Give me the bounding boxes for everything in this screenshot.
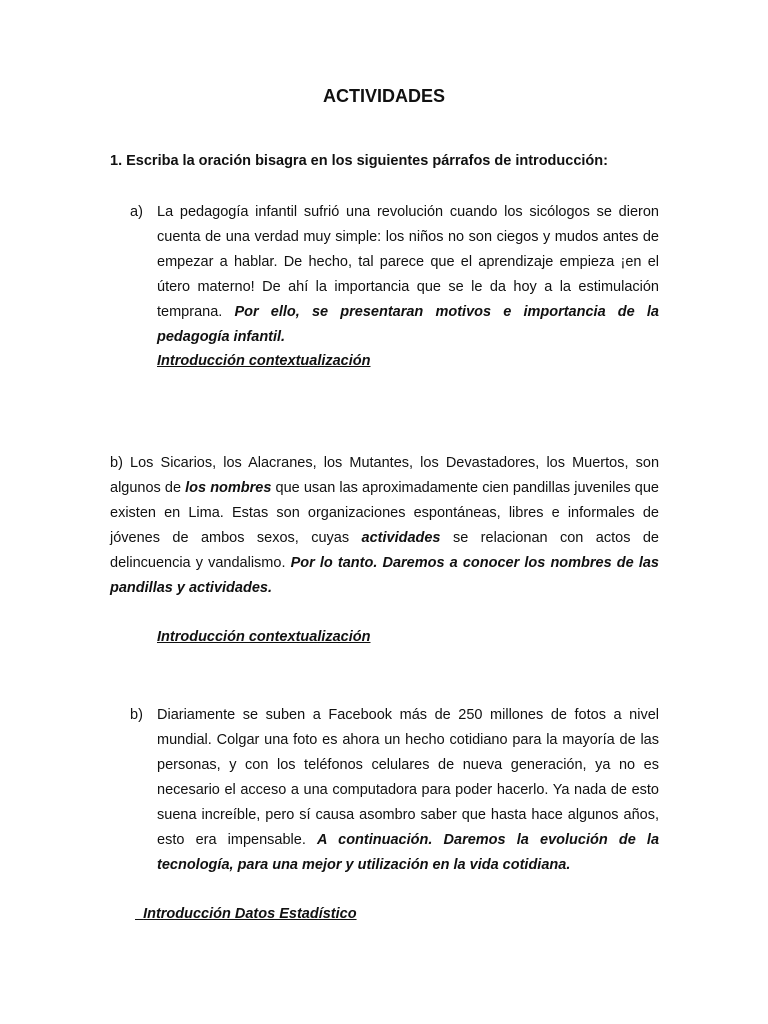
paragraph-b2-label: b) — [130, 707, 143, 723]
paragraph-b2-text: Diariamente se suben a Facebook más de 250 millones de fotos a nivel mundial. Colgar una foto es ahora un hecho cotidiano para la mayoría de las personas, y con los teléfonos celulares de nueva generación, ya no es necesario el acceso a una computadora para poder hacerlo. Ya nada de esto suena increíble, pero sí causa asombro saber que hasta hace algunos años, esto era impensable. — [157, 707, 659, 848]
paragraph-b1-emphasis-2: actividades — [361, 530, 441, 546]
paragraph-a-text: La pedagogía infantil sufrió una revolución cuando los sicólogos se dieron cuenta de una verdad muy simple: los niños no son ciegos y mudos antes de empezar a hablar. De hecho, tal parece que el aprendizaje empieza ¡en el útero materno! De ahí la importancia que se le da hoy a la estimulación temprana. — [157, 204, 659, 320]
paragraph-a-hinge-sentence: Por ello, se presentaran motivos e importancia de la pedagogía infantil. — [157, 304, 659, 345]
document-title: ACTIVIDADES — [322, 86, 445, 106]
paragraph-b1-text-3: se relacionan con actos de delincuencia y vandalismo. — [110, 530, 659, 571]
paragraph-b1-tag: Introducción contextualización — [157, 629, 371, 645]
paragraph-b2-tag-text: Introducción Datos Estadístico — [143, 906, 357, 922]
paragraph-a-label: a) — [130, 204, 143, 220]
paragraph-a-tag: Introducción contextualización — [157, 353, 371, 369]
paragraph-b1-text-2: que usan las aproximadamente cien pandillas juveniles que existen en Lima. Estas son organizaciones espontáneas, libres e informales de jóvenes de ambos sexos, cuyas — [110, 480, 659, 546]
paragraph-b1-hinge-sentence: Por lo tanto. Daremos a conocer los nombres de las pandillas y actividades. — [110, 555, 660, 596]
paragraph-b2-tag — [135, 906, 357, 922]
paragraph-b1-emphasis-1: los nombres — [185, 480, 272, 496]
paragraph-b2 — [130, 703, 660, 878]
paragraph-b1 — [110, 451, 659, 601]
paragraph-b1-label: b) — [110, 455, 123, 471]
paragraph-b1-text-1: Los Sicarios, los Alacranes, los Mutantes, los Devastadores, los Muertos, son algunos de — [110, 455, 660, 496]
paragraph-a — [130, 200, 659, 350]
question-heading: 1. Escriba la oración bisagra en los siguientes párrafos de introducción: — [110, 153, 608, 169]
paragraph-b2-hinge-sentence: A continuación. Daremos la evolución de la tecnología, para una mejor y utilización en la vida cotidiana. — [157, 832, 660, 873]
